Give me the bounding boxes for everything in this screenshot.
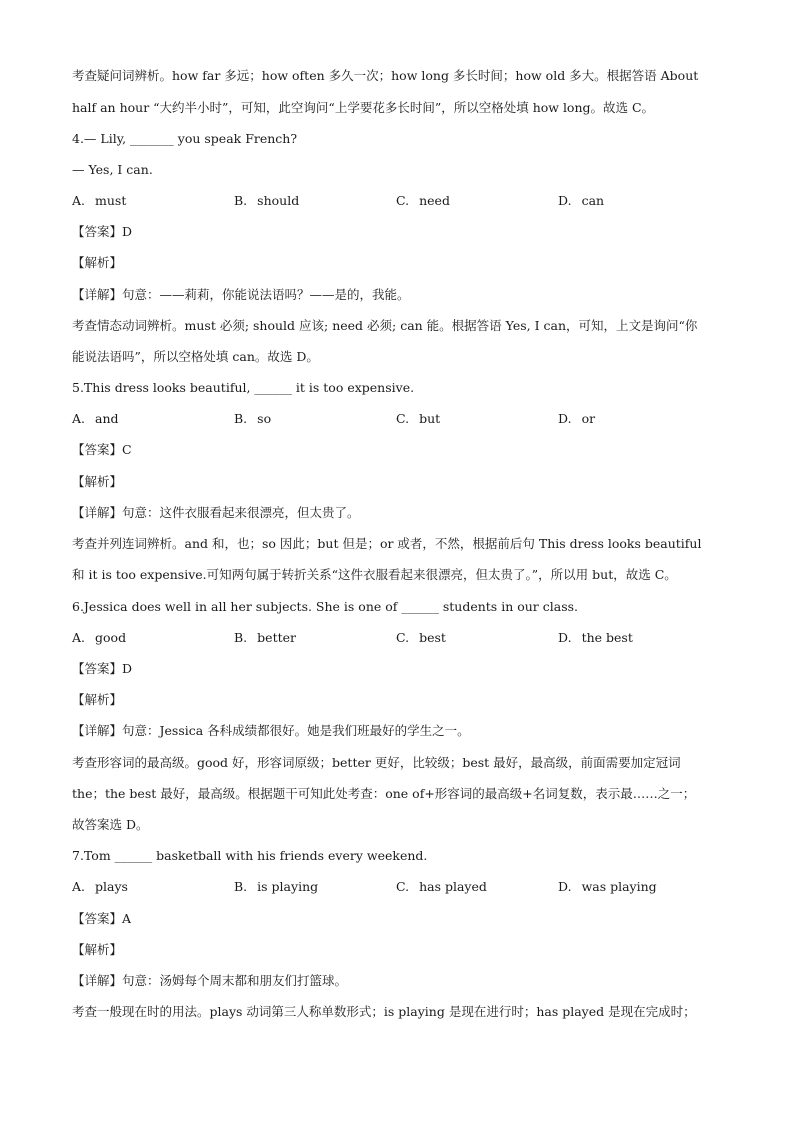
q4-option-d-key: D. bbox=[558, 193, 572, 208]
q4-option-a bbox=[72, 192, 126, 210]
q5-answer: 【答案】C bbox=[72, 442, 132, 457]
intro-line-2: half an hour “大约半小时”，可知，此空询问“上学要花多长时间”，所以空格处填 how long。故选 C。 bbox=[72, 100, 655, 115]
q6-option-a-text: good bbox=[95, 630, 127, 645]
q7-option-b-text: is playing bbox=[257, 879, 319, 894]
q7-option-d-key: D. bbox=[558, 879, 572, 894]
q6-option-c-key: C. bbox=[396, 630, 410, 645]
q7-option-c-text: has played bbox=[419, 879, 487, 894]
q5-explain-1: 考查并列连词辨析。and 和，也；so 因此；but 但是；or 或者，不然，根据前后句 This dress looks beautiful bbox=[72, 536, 702, 551]
q7-detail: 【详解】句意：汤姆每个周末都和朋友们打篮球。 bbox=[72, 973, 348, 988]
q7-explain-1: 考查一般现在时的用法。plays 动词第三人称单数形式；is playing 是现在进行时；has played 是现在完成时； bbox=[72, 1004, 696, 1019]
q4-explain-2: 能说法语吗”，所以空格处填 can。故选 D。 bbox=[72, 349, 319, 364]
q6-option-b-text: better bbox=[257, 630, 296, 645]
q5-option-b bbox=[234, 410, 271, 428]
q4-option-b-key: B. bbox=[234, 193, 248, 208]
q4-option-a-key: A. bbox=[72, 193, 86, 208]
q4-option-d bbox=[558, 192, 604, 210]
q4-option-b-text: should bbox=[257, 193, 300, 208]
q6-option-c-text: best bbox=[419, 630, 446, 645]
q6-explain-1: 考查形容词的最高级。good 好，形容词原级；better 更好，比较级；best 最好，最高级，前面需要加定冠词 bbox=[72, 755, 681, 770]
q7-option-d-text: was playing bbox=[581, 879, 657, 894]
question-4-stem: 4.— Lily, _______ you speak French? bbox=[72, 131, 298, 146]
question-6-stem: 6.Jessica does well in all her subjects. She is one of ______ students in our class. bbox=[72, 599, 578, 614]
q7-option-b-key: B. bbox=[234, 879, 248, 894]
q6-detail: 【详解】句意：Jessica 各科成绩都很好。她是我们班最好的学生之一。 bbox=[72, 723, 470, 738]
q4-answer: 【答案】D bbox=[72, 224, 133, 239]
q5-option-d-text: or bbox=[581, 411, 596, 426]
q5-option-b-text: so bbox=[257, 411, 272, 426]
q5-explain-2: 和 it is too expensive.可知两句属于转折关系“这件衣服看起来很漂亮，但太贵了。”，所以用 but，故选 C。 bbox=[72, 567, 677, 582]
question-4-reply: — Yes, I can. bbox=[72, 162, 153, 177]
q5-option-b-key: B. bbox=[234, 411, 248, 426]
q5-option-d-key: D. bbox=[558, 411, 572, 426]
q6-option-d-key: D. bbox=[558, 630, 572, 645]
q6-option-b-key: B. bbox=[234, 630, 248, 645]
q6-option-b bbox=[234, 629, 296, 647]
q6-option-d bbox=[558, 629, 633, 647]
q7-option-d bbox=[558, 878, 657, 896]
q4-option-c bbox=[396, 192, 450, 210]
q7-answer: 【答案】A bbox=[72, 911, 132, 926]
q5-option-a-key: A. bbox=[72, 411, 86, 426]
q5-option-a bbox=[72, 410, 119, 428]
question-5-stem: 5.This dress looks beautiful, ______ it is too expensive. bbox=[72, 380, 415, 395]
q5-option-c-key: C. bbox=[396, 411, 410, 426]
q7-option-a bbox=[72, 878, 128, 896]
q7-option-b bbox=[234, 878, 318, 896]
q5-option-c bbox=[396, 410, 440, 428]
q5-detail: 【详解】句意：这件衣服看起来很漂亮，但太贵了。 bbox=[72, 505, 360, 520]
q7-option-a-key: A. bbox=[72, 879, 86, 894]
q4-option-b bbox=[234, 192, 299, 210]
q6-analysis-label: 【解析】 bbox=[72, 692, 123, 707]
q6-option-d-text: the best bbox=[581, 630, 633, 645]
question-7-stem: 7.Tom ______ basketball with his friends every weekend. bbox=[72, 848, 428, 863]
intro-line-1: 考查疑问词辨析。how far 多远；how often 多久一次；how long 多长时间；how old 多大。根据答语 About bbox=[72, 68, 699, 83]
q4-analysis-label: 【解析】 bbox=[72, 255, 123, 270]
q4-option-a-text: must bbox=[95, 193, 127, 208]
q6-explain-2: the；the best 最好，最高级。根据题干可知此处考查：one of+形容词的最高级+名词复数，表示最……之一； bbox=[72, 786, 696, 801]
q6-explain-3: 故答案选 D。 bbox=[72, 817, 149, 832]
q4-option-c-key: C. bbox=[396, 193, 410, 208]
q5-option-c-text: but bbox=[419, 411, 441, 426]
q6-option-a-key: A. bbox=[72, 630, 86, 645]
q6-option-c bbox=[396, 629, 446, 647]
q5-option-a-text: and bbox=[95, 411, 119, 426]
q5-analysis-label: 【解析】 bbox=[72, 474, 123, 489]
q6-option-a bbox=[72, 629, 126, 647]
q6-answer: 【答案】D bbox=[72, 661, 133, 676]
q4-option-c-text: need bbox=[419, 193, 450, 208]
q7-option-c bbox=[396, 878, 487, 896]
q4-detail: 【详解】句意：——莉莉，你能说法语吗？——是的，我能。 bbox=[72, 287, 410, 302]
q7-option-a-text: plays bbox=[95, 879, 128, 894]
q7-option-c-key: C. bbox=[396, 879, 410, 894]
q4-explain-1: 考查情态动词辨析。must 必须; should 应该; need 必须; can 能。根据答语 Yes, I can，可知，上文是询问“你 bbox=[72, 318, 698, 333]
q7-analysis-label: 【解析】 bbox=[72, 942, 123, 957]
q4-option-d-text: can bbox=[581, 193, 605, 208]
q5-option-d bbox=[558, 410, 595, 428]
